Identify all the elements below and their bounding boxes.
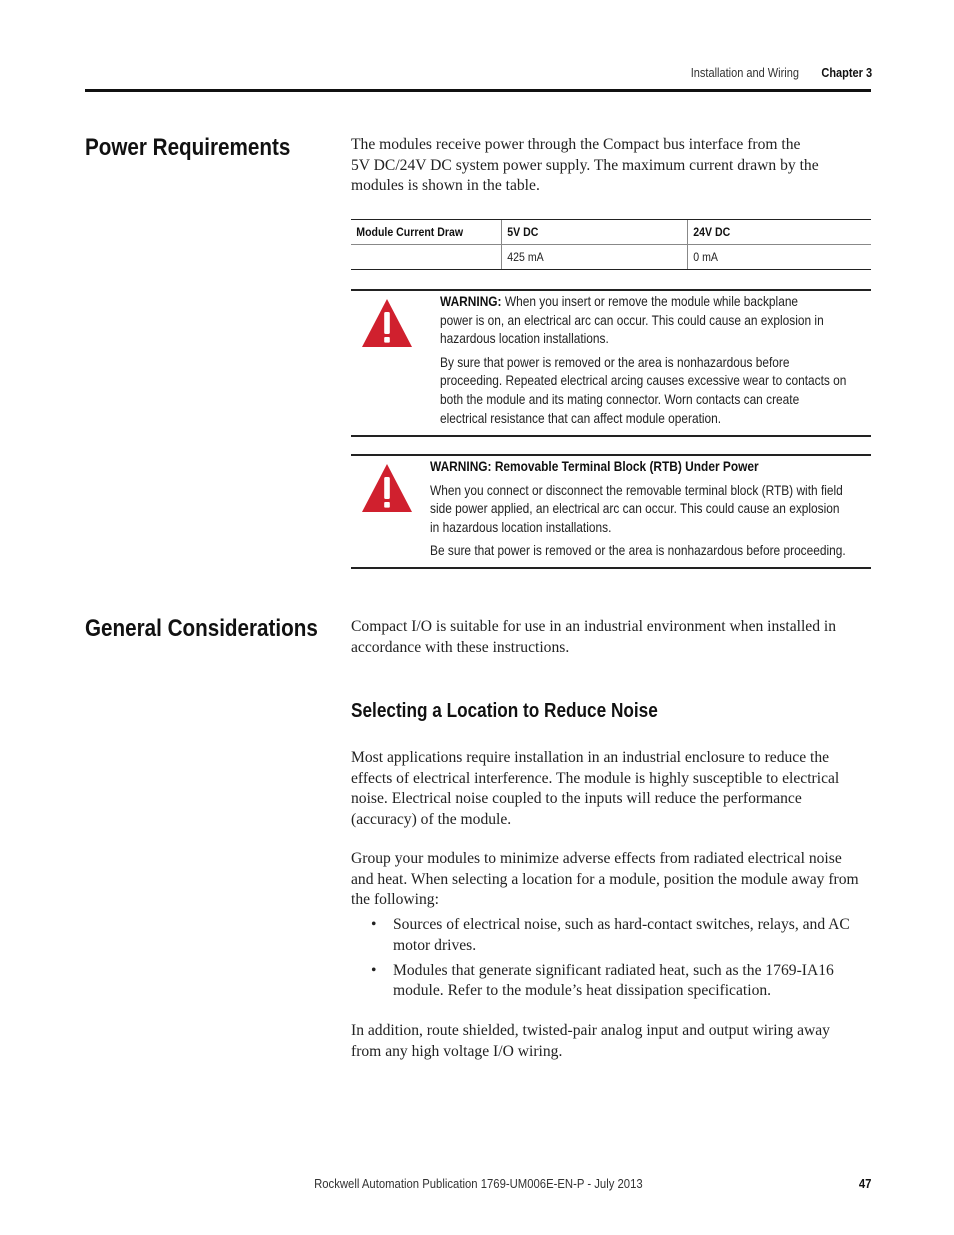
table-cell <box>688 245 872 270</box>
running-header <box>691 66 872 80</box>
table-header-cell <box>351 220 502 245</box>
text-line: noise. Electrical noise coupled to the inputs will reduce the performance <box>351 790 802 807</box>
warning-paragraph: Be sure that power is removed or the area is nonhazardous before proceeding. <box>430 543 846 559</box>
wiring-paragraph <box>351 1021 871 1062</box>
table-header-cell <box>502 220 688 245</box>
5v-dc-value: 425 mA <box>507 250 544 264</box>
text-line: modules is shown in the table. <box>351 177 540 194</box>
text-line: the following: <box>351 891 439 908</box>
table-cell <box>351 245 502 270</box>
header-section-title: Installation and Wiring <box>690 66 799 80</box>
table-header-row <box>351 220 871 245</box>
text-line: Group your modules to minimize adverse effects from radiated electrical noise <box>351 850 842 867</box>
text-line: and heat. When selecting a location for a module, position the module away from <box>351 870 859 888</box>
text-line: from any high voltage I/O wiring. <box>351 1042 563 1060</box>
warning-paragraph <box>430 482 846 538</box>
power-intro-paragraph <box>351 135 871 197</box>
warning-triangle-icon <box>360 297 414 349</box>
text-line: Modules that generate significant radiated heat, such as the 1769-IA16 <box>393 961 834 979</box>
module-current-draw-label: Module Current Draw <box>356 225 464 239</box>
text-line: (accuracy) of the module. <box>351 810 512 828</box>
text-line: both the module and its mating connector. Worn contacts can create <box>440 391 800 407</box>
text-line: electrical resistance that can affect module operation. <box>440 410 722 426</box>
header-chapter: Chapter 3 <box>821 66 872 80</box>
text-line: 5V DC/24V DC system power supply. The maximum current drawn by the <box>351 156 819 174</box>
warning-label: WARNING: <box>440 294 502 309</box>
24v-dc-header: 24V DC <box>693 225 731 239</box>
general-intro-paragraph <box>351 617 871 658</box>
text-line: motor drives. <box>393 936 477 954</box>
text-line: hazardous location installations. <box>440 331 609 347</box>
table-row <box>351 245 871 270</box>
power-requirements-heading: Power Requirements <box>85 134 291 161</box>
warning-box-rtb <box>351 454 871 569</box>
text-line: Sources of electrical noise, such as hard-contact switches, relays, and AC <box>393 916 850 933</box>
table-header-cell <box>688 220 872 245</box>
text-line: proceeding. Repeated electrical arcing causes excessive wear to contacts on <box>440 373 847 389</box>
publication-info: Rockwell Automation Publication 1769-UM006E-EN-P - July 2013 <box>314 1176 643 1191</box>
warning-title: WARNING: Removable Terminal Block (RTB) Under Power <box>430 459 759 474</box>
text-line: Compact I/O is suitable for use in an industrial environment when installed in <box>351 618 837 635</box>
text-line: When you connect or disconnect the removable terminal block (RTB) with field <box>430 482 843 498</box>
general-considerations-heading: General Considerations <box>85 615 318 642</box>
grouping-paragraph <box>351 849 871 911</box>
warning-paragraph: WARNING: When you insert or remove the module while backplane power is on, an electrical arc can occur. This could cause an explosion in hazardous location installations. <box>440 294 824 347</box>
5v-dc-header: 5V DC <box>507 225 539 239</box>
text-line: Most applications require installation in an industrial enclosure to reduce the <box>351 749 830 766</box>
text-line: effects of electrical interference. The module is highly susceptible to electrical <box>351 769 840 787</box>
warning-paragraph <box>440 354 846 428</box>
text-line: side power applied, an electrical arc can occur. This could cause an explosion <box>430 501 840 517</box>
text-line: By sure that power is removed or the area is nonhazardous before <box>440 354 790 370</box>
page-number: 47 <box>858 1176 871 1191</box>
warning-text <box>440 293 846 433</box>
list-item <box>351 961 871 1002</box>
table-cell <box>502 245 688 270</box>
location-noise-subheading: Selecting a Location to Reduce Noise <box>351 700 658 722</box>
warning-box-backplane <box>351 289 871 437</box>
text-line: accordance with these instructions. <box>351 638 570 656</box>
text-line: module. Refer to the module’s heat dissipation specification. <box>393 982 772 999</box>
current-draw-table <box>351 219 871 270</box>
list-item <box>351 915 871 956</box>
text-line: power is on, an electrical arc can occur. This could cause an explosion in <box>440 312 824 328</box>
noise-sources-list <box>351 915 871 1006</box>
24v-dc-value: 0 mA <box>693 250 718 264</box>
warning-text <box>430 458 846 566</box>
noise-paragraph <box>351 748 871 830</box>
header-rule <box>85 89 871 92</box>
warning-triangle-icon <box>360 462 414 514</box>
text-line: in hazardous location installations. <box>430 519 612 535</box>
text-line: In addition, route shielded, twisted-pair analog input and output wiring away <box>351 1022 830 1039</box>
text-line: The modules receive power through the Compact bus interface from the <box>351 136 801 153</box>
